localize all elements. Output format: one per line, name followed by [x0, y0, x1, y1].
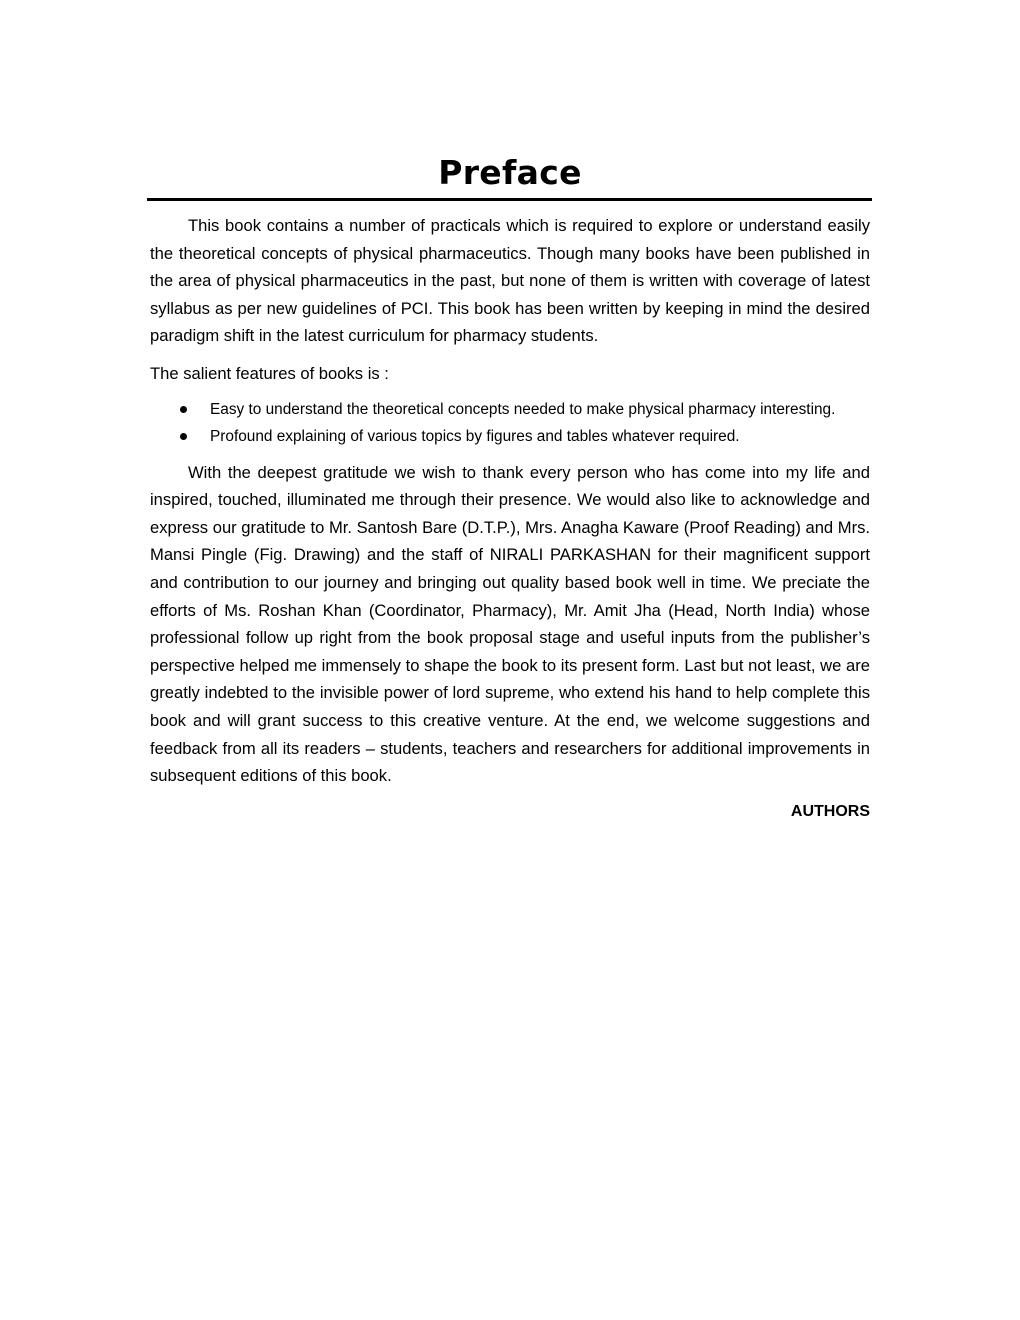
preface-page — [150, 150, 871, 820]
bullet-icon — [180, 433, 187, 440]
preface-body — [150, 212, 870, 825]
intro-paragraph: This book contains a number of practicals which is required to explore or understand easily the theoretical concepts of physical pharmaceutics. Though many books have been published in the area of physical pharmaceutics in the past, but none of them is written with coverage of latest syllabus as per new guidelines of PCI. This book has been written by keeping in mind the desired paradigm shift in the latest curriculum for pharmacy students. — [150, 216, 870, 346]
title-underline — [147, 198, 872, 201]
features-intro: The salient features of books is : — [150, 363, 389, 383]
bullet-icon — [180, 406, 187, 413]
feature-text: Profound explaining of various topics by figures and tables whatever required. — [210, 427, 740, 445]
page-title: Preface — [438, 153, 582, 192]
features-list — [150, 396, 870, 450]
signature: AUTHORS — [790, 802, 870, 820]
gratitude-paragraph: With the deepest gratitude we wish to thank every person who has come into my life and inspired, touched, illuminated me through their presence. We would also like to acknowledge and express our gratitude to Mr. Santosh Bare (D.T.P.), Mrs. Anagha Kaware (Proof Reading) and Mrs. Mansi Pingle (Fig. Drawing) and the staff of NIRALI PARKASHAN for their magnificent support and contribution to our journey and bringing out quality based book well in time. We preciate the efforts of Ms. Roshan Khan (Coordinator, Pharmacy), Mr. Amit Jha (Head, North India) whose professional follow up right from the book proposal stage and useful inputs from the publisher’s perspective helped me immensely to shape the book to its present form. Last but not least, we are greatly indebted to the invisible power of lord supreme, who extend his hand to help complete this book and will grant success to this creative venture. At the end, we welcome suggestions and feedback from all its readers – students, teachers and researchers for additional improvements in subsequent editions of this book. — [150, 462, 871, 786]
list-item — [150, 423, 870, 450]
feature-text: Easy to understand the theoretical concepts needed to make physical pharmacy interesting. — [210, 400, 836, 418]
list-item — [150, 396, 870, 423]
